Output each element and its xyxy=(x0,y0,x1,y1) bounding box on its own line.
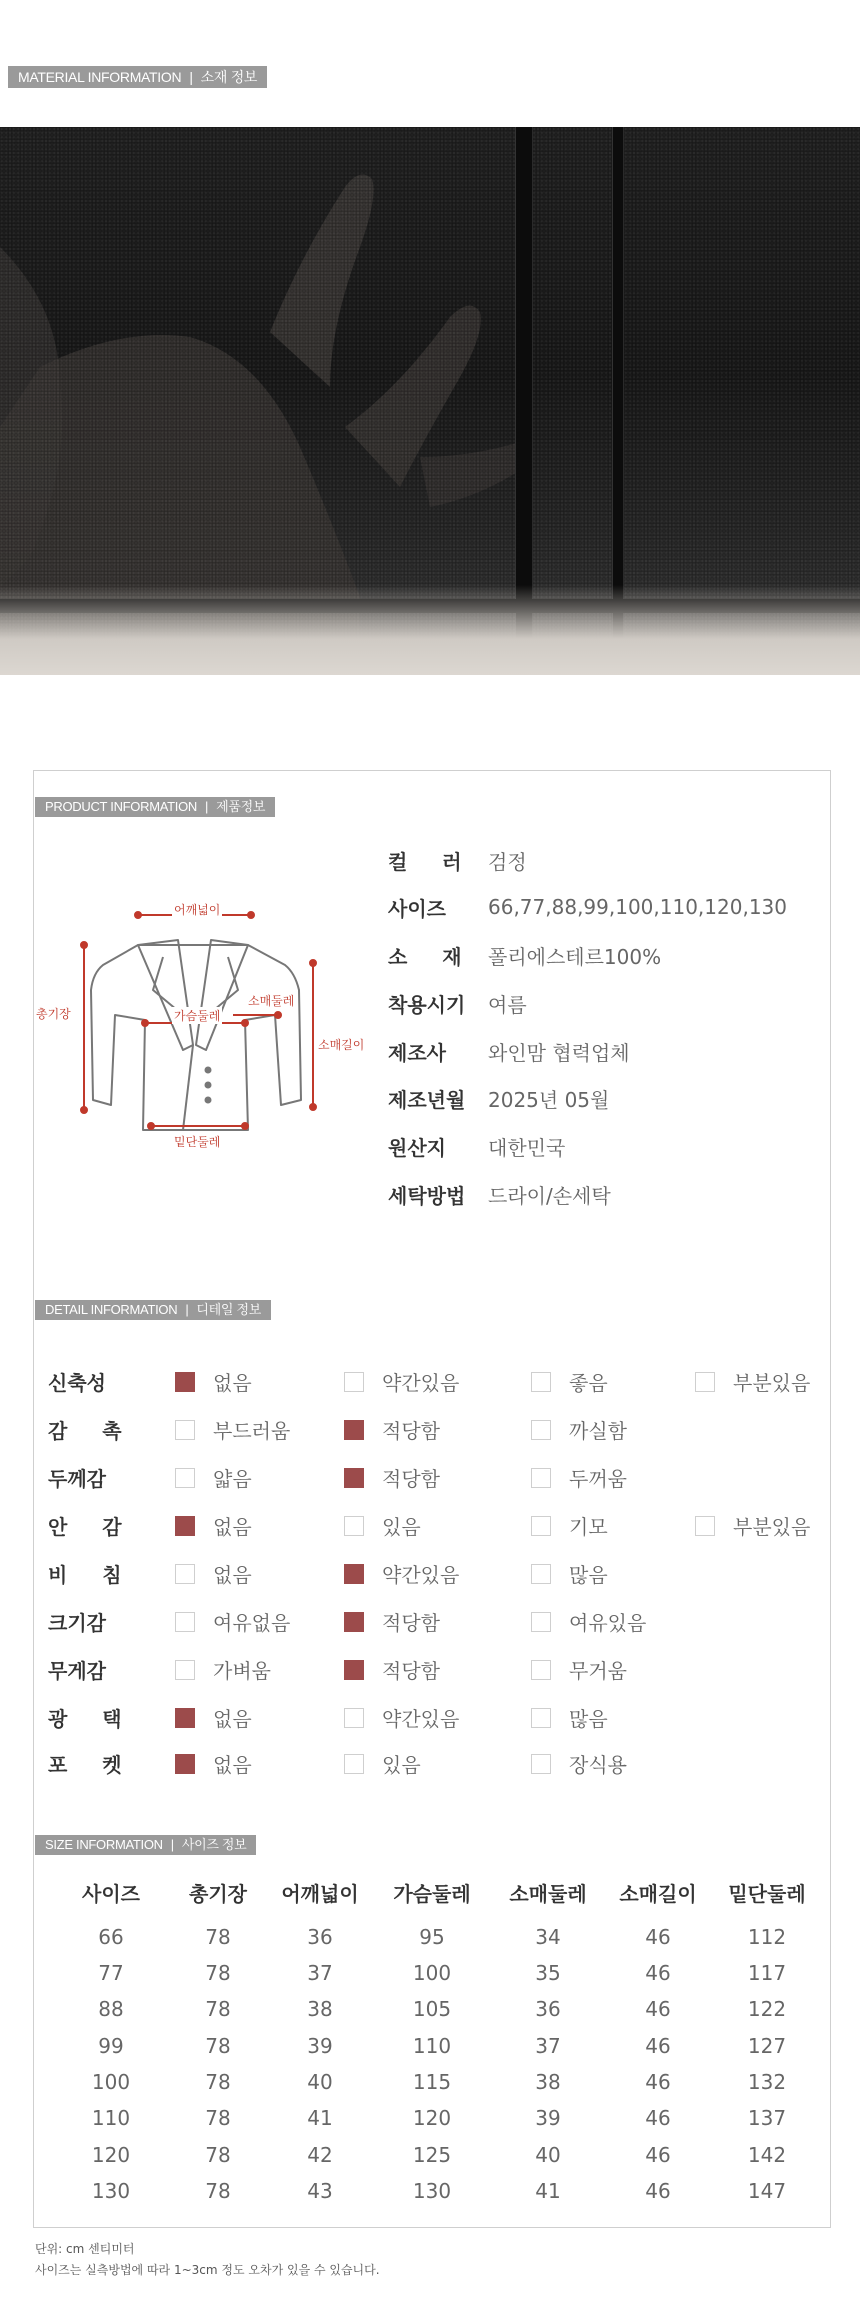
size-table-cell: 100 xyxy=(91,2070,131,2094)
detail-option xyxy=(175,1415,290,1444)
checked-box-icon xyxy=(344,1660,364,1680)
detail-option-label: 무거움 xyxy=(569,1659,627,1683)
material-info-tag: MATERIAL INFORMATION | 소재 정보 xyxy=(8,66,267,88)
size-table-cell: 43 xyxy=(307,2179,333,2203)
detail-option xyxy=(695,1367,810,1396)
detail-option-label: 있음 xyxy=(382,1515,421,1539)
product-label: 사이즈 xyxy=(388,896,446,921)
detail-option-label: 많음 xyxy=(569,1707,608,1731)
detail-option xyxy=(175,1703,252,1732)
product-label: 컬 러 xyxy=(388,849,476,874)
detail-option-label: 기모 xyxy=(569,1515,608,1539)
unchecked-box-icon xyxy=(344,1708,364,1728)
detail-option-label: 약간있음 xyxy=(382,1563,460,1587)
size-info-title-ko: 사이즈 정보 xyxy=(181,1837,247,1852)
product-info-tag: PRODUCT INFORMATION | 제품정보 xyxy=(35,797,275,817)
detail-option-label: 여유없음 xyxy=(213,1611,291,1635)
detail-option xyxy=(344,1511,421,1540)
product-info-title-ko: 제품정보 xyxy=(216,799,266,814)
unchecked-box-icon xyxy=(531,1754,551,1774)
product-label: 세탁방법 xyxy=(388,1183,466,1208)
size-table-cell: 78 xyxy=(205,1925,231,1949)
size-table-cell: 95 xyxy=(419,1925,445,1949)
size-table-header: 가슴둘레 xyxy=(393,1882,471,1906)
size-table-cell: 88 xyxy=(98,1997,124,2021)
detail-option-label: 적당함 xyxy=(382,1659,440,1683)
unchecked-box-icon xyxy=(175,1420,195,1440)
unchecked-box-icon xyxy=(531,1516,551,1536)
size-table-cell: 46 xyxy=(645,2034,671,2058)
size-table-cell: 142 xyxy=(747,2143,787,2167)
product-label: 제조년월 xyxy=(388,1087,466,1112)
label-chest: 가슴둘레 xyxy=(174,1009,221,1023)
size-table-cell: 41 xyxy=(535,2179,561,2203)
detail-option xyxy=(531,1511,608,1540)
detail-option-label: 있음 xyxy=(382,1753,421,1777)
checked-box-icon xyxy=(344,1468,364,1488)
size-table-cell: 38 xyxy=(307,1997,333,2021)
size-table-cell: 46 xyxy=(645,2179,671,2203)
detail-option xyxy=(344,1367,459,1396)
size-table-cell: 46 xyxy=(645,2070,671,2094)
detail-option xyxy=(344,1703,459,1732)
detail-label: 광 택 xyxy=(48,1707,136,1731)
detail-label: 안 감 xyxy=(48,1515,136,1539)
detail-option xyxy=(344,1559,459,1588)
fabric-closeup-photo xyxy=(0,127,860,675)
detail-option xyxy=(531,1463,627,1492)
checked-box-icon xyxy=(175,1708,195,1728)
product-value: 와인맘 협력업체 xyxy=(488,1040,630,1065)
detail-option-label: 가벼움 xyxy=(213,1659,271,1683)
size-table-header: 어깨넓이 xyxy=(281,1882,359,1906)
detail-option-label: 없음 xyxy=(213,1563,252,1587)
detail-option-label: 적당함 xyxy=(382,1419,440,1443)
product-label: 소 재 xyxy=(388,944,476,969)
size-table-cell: 38 xyxy=(535,2070,561,2094)
size-table-header: 소매길이 xyxy=(619,1882,697,1906)
size-table-cell: 100 xyxy=(412,1961,452,1985)
unchecked-box-icon xyxy=(531,1708,551,1728)
label-sleeve-length: 소매길이 xyxy=(318,1038,365,1052)
unchecked-box-icon xyxy=(531,1564,551,1584)
size-table-cell: 130 xyxy=(91,2179,131,2203)
unchecked-box-icon xyxy=(531,1468,551,1488)
detail-row xyxy=(48,1460,828,1490)
size-table-cell: 35 xyxy=(535,1961,561,1985)
size-table-cell: 77 xyxy=(98,1961,124,1985)
detail-option-label: 까실함 xyxy=(569,1419,627,1443)
size-table-cell: 78 xyxy=(205,2143,231,2167)
unchecked-box-icon xyxy=(344,1516,364,1536)
detail-option xyxy=(175,1463,252,1492)
detail-option xyxy=(175,1607,290,1636)
detail-info-tag: DETAIL INFORMATION | 디테일 정보 xyxy=(35,1300,271,1320)
detail-option-label: 두꺼움 xyxy=(569,1467,627,1491)
detail-option-label: 많음 xyxy=(569,1563,608,1587)
product-value: 대한민국 xyxy=(488,1135,566,1160)
detail-row xyxy=(48,1700,828,1730)
product-value: 드라이/손세탁 xyxy=(488,1183,611,1208)
product-row-origin xyxy=(388,1131,565,1161)
detail-row xyxy=(48,1412,828,1442)
size-table-cell: 39 xyxy=(535,2106,561,2130)
detail-option xyxy=(175,1511,252,1540)
label-hem: 밑단둘레 xyxy=(174,1135,221,1149)
detail-option-label: 적당함 xyxy=(382,1467,440,1491)
label-sleeve-round: 소매둘레 xyxy=(248,994,295,1008)
detail-row xyxy=(48,1508,828,1538)
product-label: 원산지 xyxy=(388,1135,446,1160)
size-table-cell: 40 xyxy=(535,2143,561,2167)
checked-box-icon xyxy=(344,1420,364,1440)
detail-option-label: 부드러움 xyxy=(213,1419,291,1443)
detail-row xyxy=(48,1746,828,1776)
detail-option-label: 없음 xyxy=(213,1371,252,1395)
size-table-cell: 115 xyxy=(412,2070,452,2094)
product-value: 66,77,88,99,100,110,120,130 xyxy=(488,895,787,919)
detail-option-label: 약간있음 xyxy=(382,1371,460,1395)
detail-option-label: 여유있음 xyxy=(569,1611,647,1635)
checked-box-icon xyxy=(344,1612,364,1632)
product-row-material xyxy=(388,940,661,970)
label-shoulder: 어깨넓이 xyxy=(174,903,221,917)
label-length: 총기장 xyxy=(36,1007,71,1021)
detail-option-label: 없음 xyxy=(213,1707,252,1731)
size-table-cell: 66 xyxy=(98,1925,124,1949)
detail-label: 비 침 xyxy=(48,1563,136,1587)
size-table-cell: 127 xyxy=(747,2034,787,2058)
size-table-cell: 120 xyxy=(412,2106,452,2130)
product-row-washing xyxy=(388,1179,611,1209)
size-table-cell: 46 xyxy=(645,2143,671,2167)
product-row-manufacturer xyxy=(388,1036,630,1066)
detail-option xyxy=(695,1511,810,1540)
detail-label: 두께감 xyxy=(48,1467,106,1491)
size-table-cell: 78 xyxy=(205,2179,231,2203)
size-table-cell: 39 xyxy=(307,2034,333,2058)
size-table-cell: 78 xyxy=(205,2034,231,2058)
detail-option-label: 얇음 xyxy=(213,1467,252,1491)
detail-row xyxy=(48,1652,828,1682)
size-table-header: 사이즈 xyxy=(82,1882,140,1906)
detail-option xyxy=(175,1749,252,1778)
size-table-cell: 46 xyxy=(645,1925,671,1949)
detail-option-label: 적당함 xyxy=(382,1611,440,1635)
detail-row xyxy=(48,1604,828,1634)
size-table-cell: 42 xyxy=(307,2143,333,2167)
size-table-cell: 36 xyxy=(535,1997,561,2021)
size-table-cell: 105 xyxy=(412,1997,452,2021)
jacket-measurement-diagram xyxy=(33,895,363,1155)
detail-option-label: 없음 xyxy=(213,1515,252,1539)
product-row-color xyxy=(388,845,527,875)
detail-option xyxy=(175,1367,252,1396)
size-table-cell: 112 xyxy=(747,1925,787,1949)
unchecked-box-icon xyxy=(531,1612,551,1632)
product-label: 착용시기 xyxy=(388,992,466,1017)
size-table-cell: 78 xyxy=(205,1997,231,2021)
detail-option-label: 부분있음 xyxy=(733,1371,811,1395)
size-table-cell: 37 xyxy=(307,1961,333,1985)
detail-label: 포 켓 xyxy=(48,1753,136,1777)
size-table-cell: 117 xyxy=(747,1961,787,1985)
detail-option xyxy=(344,1463,440,1492)
size-info-title-en: SIZE INFORMATION xyxy=(45,1837,163,1852)
detail-label: 무게감 xyxy=(48,1659,106,1683)
size-table-cell: 36 xyxy=(307,1925,333,1949)
detail-option xyxy=(531,1415,627,1444)
size-table-cell: 46 xyxy=(645,1961,671,1985)
detail-option-label: 부분있음 xyxy=(733,1515,811,1539)
size-tolerance-footnote: 사이즈는 실측방법에 따라 1~3cm 정도 오차가 있을 수 있습니다. xyxy=(35,2263,380,2277)
size-table-cell: 110 xyxy=(91,2106,131,2130)
size-table-cell: 37 xyxy=(535,2034,561,2058)
size-table-cell: 99 xyxy=(98,2034,124,2058)
size-table-cell: 125 xyxy=(412,2143,452,2167)
size-table-cell: 34 xyxy=(535,1925,561,1949)
detail-label: 크기감 xyxy=(48,1611,106,1635)
product-value: 2025년 05월 xyxy=(488,1087,610,1112)
product-value: 여름 xyxy=(488,992,527,1017)
detail-option xyxy=(531,1559,608,1588)
unchecked-box-icon xyxy=(175,1612,195,1632)
unchecked-box-icon xyxy=(175,1660,195,1680)
product-row-season xyxy=(388,988,527,1018)
size-table-header: 총기장 xyxy=(189,1882,247,1906)
detail-option xyxy=(531,1607,646,1636)
product-row-size xyxy=(388,892,787,922)
size-table-cell: 78 xyxy=(205,2070,231,2094)
size-table-cell: 122 xyxy=(747,1997,787,2021)
unchecked-box-icon xyxy=(531,1372,551,1392)
detail-label: 신축성 xyxy=(48,1371,106,1395)
detail-row xyxy=(48,1364,828,1394)
size-info-tag: SIZE INFORMATION | 사이즈 정보 xyxy=(35,1835,256,1855)
size-table-cell: 46 xyxy=(645,1997,671,2021)
detail-option xyxy=(175,1655,271,1684)
detail-option xyxy=(531,1749,627,1778)
detail-row xyxy=(48,1556,828,1586)
unit-footnote: 단위: cm 센티미터 xyxy=(35,2242,135,2256)
detail-option xyxy=(344,1749,421,1778)
detail-option-label: 약간있음 xyxy=(382,1707,460,1731)
detail-option-label: 좋음 xyxy=(569,1371,608,1395)
detail-option xyxy=(344,1655,440,1684)
detail-option xyxy=(175,1559,252,1588)
product-info-title-en: PRODUCT INFORMATION xyxy=(45,799,197,814)
product-value: 검정 xyxy=(488,849,527,874)
detail-option-label: 장식용 xyxy=(569,1753,627,1777)
size-table-cell: 147 xyxy=(747,2179,787,2203)
size-table-cell: 132 xyxy=(747,2070,787,2094)
unchecked-box-icon xyxy=(531,1660,551,1680)
size-table-cell: 78 xyxy=(205,2106,231,2130)
product-label: 제조사 xyxy=(388,1040,446,1065)
size-table-cell: 110 xyxy=(412,2034,452,2058)
detail-option xyxy=(344,1415,440,1444)
unchecked-box-icon xyxy=(695,1372,715,1392)
size-table-cell: 120 xyxy=(91,2143,131,2167)
checked-box-icon xyxy=(175,1754,195,1774)
detail-option xyxy=(344,1607,440,1636)
unchecked-box-icon xyxy=(695,1516,715,1536)
unchecked-box-icon xyxy=(531,1420,551,1440)
unchecked-box-icon xyxy=(344,1372,364,1392)
size-table-header: 밑단둘레 xyxy=(728,1882,806,1906)
checked-box-icon xyxy=(344,1564,364,1584)
product-row-manufacture-date xyxy=(388,1083,609,1113)
unchecked-box-icon xyxy=(175,1564,195,1584)
unchecked-box-icon xyxy=(344,1754,364,1774)
detail-option xyxy=(531,1703,608,1732)
detail-option xyxy=(531,1655,627,1684)
size-table-header: 소매둘레 xyxy=(509,1882,587,1906)
detail-info-title-ko: 디테일 정보 xyxy=(196,1302,261,1317)
detail-label: 감 촉 xyxy=(48,1419,136,1443)
product-value: 폴리에스테르100% xyxy=(488,944,662,969)
size-table-cell: 130 xyxy=(412,2179,452,2203)
size-table-cell: 78 xyxy=(205,1961,231,1985)
size-table-cell: 137 xyxy=(747,2106,787,2130)
detail-option-label: 없음 xyxy=(213,1753,252,1777)
detail-option xyxy=(531,1367,608,1396)
material-info-title-en: MATERIAL INFORMATION xyxy=(18,69,182,85)
unchecked-box-icon xyxy=(175,1468,195,1488)
checked-box-icon xyxy=(175,1372,195,1392)
size-table-cell: 41 xyxy=(307,2106,333,2130)
size-table-cell: 46 xyxy=(645,2106,671,2130)
detail-info-title-en: DETAIL INFORMATION xyxy=(45,1302,178,1317)
material-info-title-ko: 소재 정보 xyxy=(200,69,258,85)
checked-box-icon xyxy=(175,1516,195,1536)
size-table-cell: 40 xyxy=(307,2070,333,2094)
